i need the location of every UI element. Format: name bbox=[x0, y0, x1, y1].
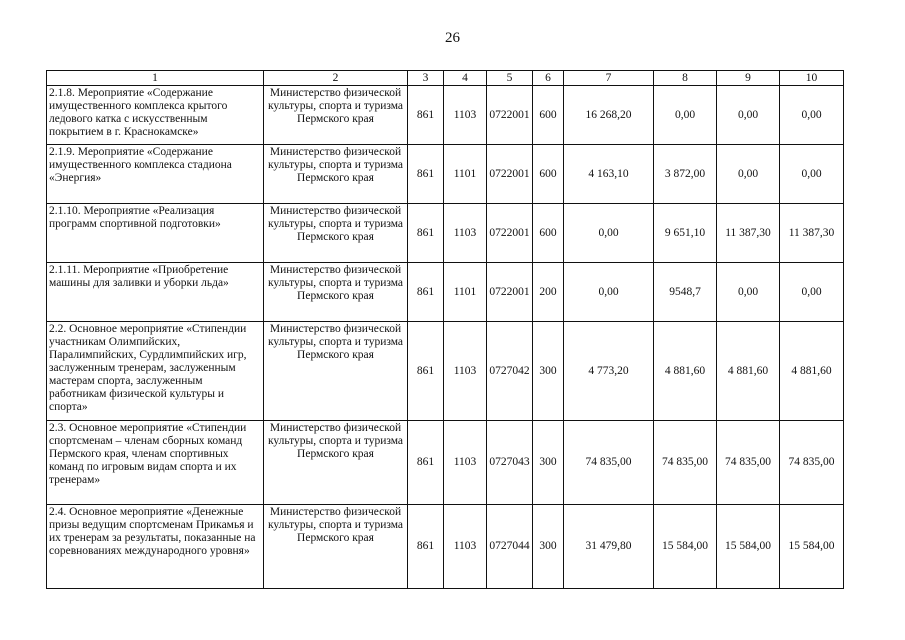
activity-cell: 2.3. Основное мероприятие «Стипендии спортсменам – членам сборных команд Пермского края, членам спортивных команд по игровым видам спорта и их тренерам» bbox=[47, 421, 264, 505]
table-cell: 15 584,00 bbox=[654, 505, 717, 589]
table-cell: 74 835,00 bbox=[717, 421, 780, 505]
column-header: 4 bbox=[444, 71, 487, 86]
table-cell: 1103 bbox=[444, 421, 487, 505]
table-cell: 0,00 bbox=[654, 86, 717, 145]
activity-cell: 2.4. Основное мероприятие «Денежные призы ведущим спортсменам Прикамья и их тренерам за результаты, показанные на соревнованиях международного уровня» bbox=[47, 505, 264, 589]
table-cell: 0,00 bbox=[780, 145, 844, 204]
table-cell: 600 bbox=[533, 86, 564, 145]
table-cell: 1101 bbox=[444, 263, 487, 322]
activity-cell: 2.1.11. Мероприятие «Приобретение машины для заливки и уборки льда» bbox=[47, 263, 264, 322]
column-header: 2 bbox=[264, 71, 408, 86]
table-cell: 0,00 bbox=[780, 263, 844, 322]
table-cell: 0,00 bbox=[564, 263, 654, 322]
column-header: 6 bbox=[533, 71, 564, 86]
activity-cell: 2.2. Основное мероприятие «Стипендии участникам Олимпийских, Паралимпийских, Сурдлимпийских игр, заслуженным тренерам, заслуженным мастерам спорта, заслуженным работникам физической культуры и спорта» bbox=[47, 322, 264, 421]
table-row bbox=[47, 263, 844, 322]
table-cell: 300 bbox=[533, 505, 564, 589]
table-cell: 3 872,00 bbox=[654, 145, 717, 204]
column-header: 7 bbox=[564, 71, 654, 86]
header-row bbox=[47, 71, 844, 86]
table-cell: 861 bbox=[408, 263, 444, 322]
table-cell: 0722001 bbox=[487, 145, 533, 204]
table-cell: 4 773,20 bbox=[564, 322, 654, 421]
table-cell: 861 bbox=[408, 86, 444, 145]
table-cell: 1101 bbox=[444, 145, 487, 204]
ministry-cell: Министерство физической культуры, спорта и туризма Пермского края bbox=[264, 263, 408, 322]
table-cell: 15 584,00 bbox=[717, 505, 780, 589]
table-cell: 1103 bbox=[444, 505, 487, 589]
table-cell: 74 835,00 bbox=[654, 421, 717, 505]
table-cell: 0,00 bbox=[780, 86, 844, 145]
table-cell: 600 bbox=[533, 145, 564, 204]
table-row bbox=[47, 505, 844, 589]
budget-table bbox=[46, 70, 844, 589]
column-header: 3 bbox=[408, 71, 444, 86]
column-header: 1 bbox=[47, 71, 264, 86]
table-cell: 11 387,30 bbox=[717, 204, 780, 263]
table-cell: 861 bbox=[408, 145, 444, 204]
table-cell: 0,00 bbox=[717, 145, 780, 204]
table-cell: 4 881,60 bbox=[780, 322, 844, 421]
table-cell: 0727042 bbox=[487, 322, 533, 421]
table-cell: 0722001 bbox=[487, 263, 533, 322]
page-number: 26 bbox=[445, 30, 460, 46]
table-cell: 0722001 bbox=[487, 86, 533, 145]
table-cell: 9548,7 bbox=[654, 263, 717, 322]
table-cell: 0,00 bbox=[717, 86, 780, 145]
activity-cell: 2.1.10. Мероприятие «Реализация программ спортивной подготовки» bbox=[47, 204, 264, 263]
table-cell: 0727043 bbox=[487, 421, 533, 505]
table-cell: 31 479,80 bbox=[564, 505, 654, 589]
column-header: 9 bbox=[717, 71, 780, 86]
table-cell: 1103 bbox=[444, 86, 487, 145]
ministry-cell: Министерство физической культуры, спорта и туризма Пермского края bbox=[264, 86, 408, 145]
ministry-cell: Министерство физической культуры, спорта и туризма Пермского края bbox=[264, 505, 408, 589]
table-cell: 1103 bbox=[444, 204, 487, 263]
table-cell: 0722001 bbox=[487, 204, 533, 263]
table-cell: 1103 bbox=[444, 322, 487, 421]
table-cell: 11 387,30 bbox=[780, 204, 844, 263]
ministry-cell: Министерство физической культуры, спорта и туризма Пермского края bbox=[264, 322, 408, 421]
table-cell: 74 835,00 bbox=[780, 421, 844, 505]
table-row bbox=[47, 204, 844, 263]
table-cell: 861 bbox=[408, 421, 444, 505]
ministry-cell: Министерство физической культуры, спорта и туризма Пермского края bbox=[264, 145, 408, 204]
table-cell: 74 835,00 bbox=[564, 421, 654, 505]
table-cell: 200 bbox=[533, 263, 564, 322]
table-cell: 9 651,10 bbox=[654, 204, 717, 263]
budget-table-container bbox=[46, 70, 844, 589]
table-cell: 861 bbox=[408, 204, 444, 263]
activity-cell: 2.1.9. Мероприятие «Содержание имущественного комплекса стадиона «Энергия» bbox=[47, 145, 264, 204]
table-cell: 0727044 bbox=[487, 505, 533, 589]
table-cell: 0,00 bbox=[564, 204, 654, 263]
ministry-cell: Министерство физической культуры, спорта и туризма Пермского края bbox=[264, 421, 408, 505]
table-cell: 4 881,60 bbox=[654, 322, 717, 421]
column-header: 5 bbox=[487, 71, 533, 86]
table-row bbox=[47, 145, 844, 204]
table-cell: 861 bbox=[408, 505, 444, 589]
column-header: 8 bbox=[654, 71, 717, 86]
table-row bbox=[47, 86, 844, 145]
table-cell: 16 268,20 bbox=[564, 86, 654, 145]
table-cell: 4 163,10 bbox=[564, 145, 654, 204]
table-row bbox=[47, 421, 844, 505]
table-cell: 15 584,00 bbox=[780, 505, 844, 589]
table-cell: 861 bbox=[408, 322, 444, 421]
activity-cell: 2.1.8. Мероприятие «Содержание имущественного комплекса крытого ледового катка с искусственным покрытием в г. Краснокамске» bbox=[47, 86, 264, 145]
table-cell: 4 881,60 bbox=[717, 322, 780, 421]
table-cell: 0,00 bbox=[717, 263, 780, 322]
table-cell: 300 bbox=[533, 421, 564, 505]
table-row bbox=[47, 322, 844, 421]
table-cell: 300 bbox=[533, 322, 564, 421]
table-cell: 600 bbox=[533, 204, 564, 263]
column-header: 10 bbox=[780, 71, 844, 86]
ministry-cell: Министерство физической культуры, спорта и туризма Пермского края bbox=[264, 204, 408, 263]
